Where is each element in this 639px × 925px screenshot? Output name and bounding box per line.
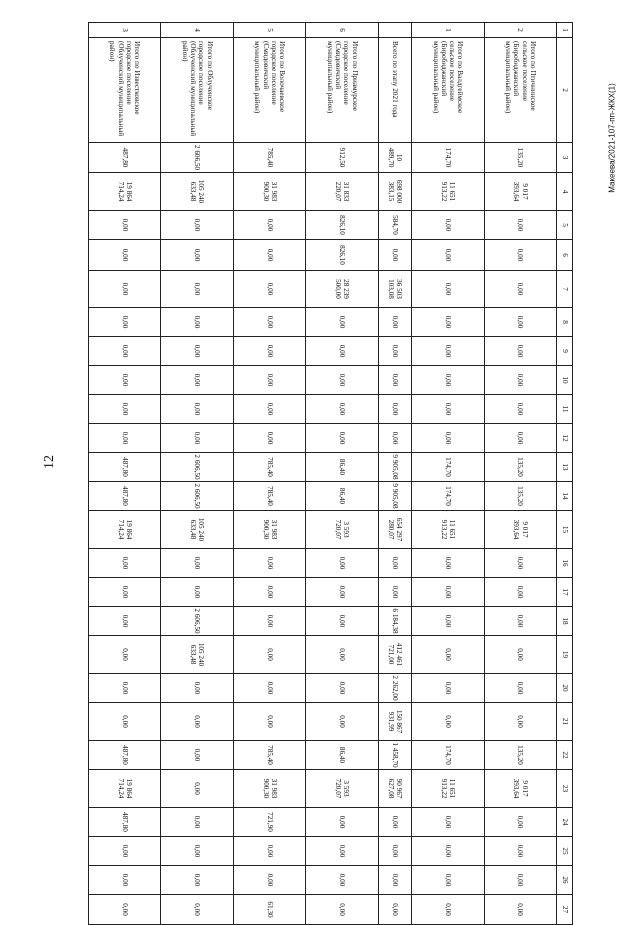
row-number-cell: 4: [161, 23, 233, 38]
value-cell: 0,00: [306, 703, 378, 741]
value-cell: 0,00: [412, 395, 484, 424]
value-cell: 0,00: [306, 308, 378, 337]
row-number-cell: 2: [484, 23, 556, 38]
value-cell: 174,70: [412, 143, 484, 173]
value-cell: 10 489,70: [378, 143, 411, 173]
value-cell: 31 983 900,30: [233, 173, 305, 211]
value-cell: 0,00: [412, 895, 484, 925]
value-cell: 0,00: [484, 837, 556, 866]
value-cell: 0,00: [378, 366, 411, 395]
row-name-cell: Итого по Приамурское городское поселение (Смидовичский муниципальный район): [306, 38, 378, 143]
value-cell: 0,00: [233, 549, 305, 578]
value-cell: 2 606,50: [161, 143, 233, 173]
value-cell: 31 983 900,30: [233, 770, 305, 808]
column-index-cell: 27: [557, 895, 573, 925]
value-cell: 0,00: [89, 395, 161, 424]
column-index-cell: 8: [557, 308, 573, 337]
value-cell: 0,00: [412, 607, 484, 636]
value-cell: 0,00: [161, 578, 233, 607]
value-cell: 19 864 714,24: [89, 511, 161, 549]
value-cell: 90 967 627,08: [378, 770, 411, 808]
value-cell: 0,00: [306, 866, 378, 895]
column-index-cell: 15: [557, 511, 573, 549]
value-cell: 0,00: [484, 578, 556, 607]
value-cell: 9 017 393,64: [484, 173, 556, 211]
column-index-cell: 19: [557, 636, 573, 674]
column-index-cell: 13: [557, 453, 573, 482]
value-cell: 487,80: [89, 741, 161, 770]
value-cell: 0,00: [161, 337, 233, 366]
value-cell: 2 606,50: [161, 453, 233, 482]
document-id-text: Макеева/2021-107-пп-ЖКХ(1): [607, 83, 617, 193]
value-cell: 9 905,08: [378, 482, 411, 511]
row-name-cell: Итого по Волочаевское городское поселение (Смидовичский муниципальный район): [233, 38, 305, 143]
value-cell: 0,00: [484, 895, 556, 925]
value-cell: 0,00: [378, 895, 411, 925]
value-cell: 0,00: [378, 337, 411, 366]
value-cell: 0,00: [484, 424, 556, 453]
column-index-row: [557, 23, 573, 925]
value-cell: 0,00: [412, 636, 484, 674]
value-cell: 785,40: [233, 143, 305, 173]
value-cell: 31 983 900,30: [233, 511, 305, 549]
value-cell: 0,00: [233, 674, 305, 703]
value-cell: 0,00: [412, 837, 484, 866]
table-row: [412, 23, 484, 925]
value-cell: 0,00: [161, 308, 233, 337]
value-cell: 0,00: [306, 337, 378, 366]
value-cell: 0,00: [161, 741, 233, 770]
value-cell: 2 262,00: [378, 674, 411, 703]
value-cell: 826,10: [306, 211, 378, 240]
value-cell: 0,00: [89, 703, 161, 741]
value-cell: 135,20: [484, 482, 556, 511]
value-cell: 0,00: [412, 549, 484, 578]
value-cell: 0,00: [161, 770, 233, 808]
row-number-cell: 3: [89, 23, 161, 38]
value-cell: 0,00: [89, 674, 161, 703]
value-cell: 584,70: [378, 211, 411, 240]
value-cell: 36 503 103,08: [378, 271, 411, 308]
value-cell: 0,00: [306, 607, 378, 636]
table-row: [161, 23, 233, 925]
value-cell: 0,00: [306, 366, 378, 395]
value-cell: 0,00: [412, 578, 484, 607]
row-number-cell: 5: [233, 23, 305, 38]
row-name-cell: Итого по Птичнинское сельское поселение (Биробиджанский муниципальный район): [484, 38, 556, 143]
value-cell: 0,00: [484, 366, 556, 395]
value-cell: 0,00: [306, 578, 378, 607]
table-row: [306, 23, 378, 925]
value-cell: 86,40: [306, 453, 378, 482]
value-cell: 0,00: [161, 366, 233, 395]
table-frame: [88, 22, 573, 918]
value-cell: 721,90: [233, 808, 305, 837]
value-cell: 0,00: [89, 366, 161, 395]
value-cell: 0,00: [412, 703, 484, 741]
value-cell: 9 017 393,64: [484, 770, 556, 808]
value-cell: 487,80: [89, 808, 161, 837]
value-cell: 0,00: [306, 895, 378, 925]
value-cell: 0,00: [378, 308, 411, 337]
value-cell: 0,00: [378, 866, 411, 895]
value-cell: 0,00: [233, 308, 305, 337]
value-cell: 0,00: [161, 424, 233, 453]
value-cell: 0,00: [378, 424, 411, 453]
value-cell: 11 651 913,22: [412, 511, 484, 549]
column-index-cell: 5: [557, 211, 573, 240]
value-cell: 0,00: [484, 808, 556, 837]
value-cell: 135,20: [484, 741, 556, 770]
value-cell: 11 651 913,22: [412, 173, 484, 211]
page-number: 12: [42, 455, 57, 469]
value-cell: 105 240 633,48: [161, 636, 233, 674]
value-cell: 0,00: [306, 837, 378, 866]
value-cell: 785,40: [233, 741, 305, 770]
value-cell: 0,00: [233, 366, 305, 395]
value-cell: 0,00: [161, 395, 233, 424]
value-cell: 654 297 280,07: [378, 511, 411, 549]
value-cell: 0,00: [484, 607, 556, 636]
value-cell: 174,70: [412, 741, 484, 770]
value-cell: 0,00: [484, 549, 556, 578]
column-index-cell: 10: [557, 366, 573, 395]
value-cell: 0,00: [412, 271, 484, 308]
value-cell: 150 867 931,99: [378, 703, 411, 741]
value-cell: 912,50: [306, 143, 378, 173]
value-cell: 0,00: [378, 578, 411, 607]
value-cell: 2 606,50: [161, 607, 233, 636]
column-index-cell: 6: [557, 240, 573, 271]
value-cell: 0,00: [89, 578, 161, 607]
value-cell: 0,00: [233, 211, 305, 240]
value-cell: 0,00: [306, 395, 378, 424]
value-cell: 0,00: [484, 211, 556, 240]
column-index-cell: 18: [557, 607, 573, 636]
row-number-cell: 1: [412, 23, 484, 38]
column-index-cell: 7: [557, 271, 573, 308]
column-index-cell: 14: [557, 482, 573, 511]
value-cell: 19 864 714,24: [89, 173, 161, 211]
table-row: [378, 23, 411, 925]
value-cell: 0,00: [233, 703, 305, 741]
value-cell: 0,00: [161, 549, 233, 578]
value-cell: 0,00: [89, 607, 161, 636]
value-cell: 0,00: [233, 271, 305, 308]
value-cell: 0,00: [89, 424, 161, 453]
column-index-cell: 12: [557, 424, 573, 453]
value-cell: 2 606,50: [161, 482, 233, 511]
value-cell: 0,00: [161, 674, 233, 703]
table-row: [233, 23, 305, 925]
value-cell: 0,00: [484, 866, 556, 895]
value-cell: 0,00: [378, 549, 411, 578]
column-index-cell: 3: [557, 143, 573, 173]
value-cell: 0,00: [306, 424, 378, 453]
value-cell: 0,00: [306, 674, 378, 703]
row-number-cell: [378, 23, 411, 38]
value-cell: 698 000 383,15: [378, 173, 411, 211]
value-cell: 0,00: [484, 308, 556, 337]
value-cell: 3 593 720,07: [306, 511, 378, 549]
column-index-cell: 21: [557, 703, 573, 741]
value-cell: 0,00: [412, 808, 484, 837]
row-name-cell: Всего по этапу 2021 года: [378, 38, 411, 143]
value-cell: 0,00: [484, 271, 556, 308]
value-cell: 0,00: [484, 395, 556, 424]
value-cell: 9 905,08: [378, 453, 411, 482]
column-index-cell: 1: [557, 23, 573, 38]
value-cell: 174,70: [412, 453, 484, 482]
value-cell: 0,00: [412, 337, 484, 366]
column-index-cell: 24: [557, 808, 573, 837]
value-cell: 0,00: [412, 674, 484, 703]
value-cell: 0,00: [412, 308, 484, 337]
row-name-cell: Итого по Известковское городское поселение (Облученский муниципальный район): [89, 38, 161, 143]
value-cell: 0,00: [161, 895, 233, 925]
value-cell: 0,00: [89, 308, 161, 337]
value-cell: 0,00: [89, 549, 161, 578]
row-name-cell: Итого по Облученское городское поселение (Облученский муниципальный район): [161, 38, 233, 143]
value-cell: 135,20: [484, 453, 556, 482]
value-cell: 0,00: [161, 271, 233, 308]
value-cell: 412 461 721,00: [378, 636, 411, 674]
value-cell: 0,00: [89, 895, 161, 925]
value-cell: 0,00: [233, 578, 305, 607]
value-cell: 487,80: [89, 143, 161, 173]
value-cell: 0,00: [233, 837, 305, 866]
value-cell: 0,00: [89, 636, 161, 674]
value-cell: 0,00: [412, 866, 484, 895]
value-cell: 0,00: [89, 211, 161, 240]
value-cell: 0,00: [161, 211, 233, 240]
value-cell: 0,00: [233, 240, 305, 271]
value-cell: 0,00: [412, 366, 484, 395]
column-index-cell: 16: [557, 549, 573, 578]
value-cell: 0,00: [306, 636, 378, 674]
value-cell: 0,00: [233, 395, 305, 424]
value-cell: 0,00: [484, 703, 556, 741]
value-cell: 487,80: [89, 453, 161, 482]
value-cell: 0,00: [233, 424, 305, 453]
value-cell: 0,00: [161, 866, 233, 895]
value-cell: 0,00: [161, 240, 233, 271]
value-cell: 0,00: [306, 549, 378, 578]
row-number-cell: 6: [306, 23, 378, 38]
column-index-cell: 22: [557, 741, 573, 770]
value-cell: 0,00: [161, 837, 233, 866]
value-cell: 0,00: [412, 211, 484, 240]
rotated-table-container: [88, 22, 573, 918]
column-index-cell: 9: [557, 337, 573, 366]
value-cell: 11 651 913,22: [412, 770, 484, 808]
value-cell: 0,00: [378, 837, 411, 866]
value-cell: 0,00: [233, 636, 305, 674]
value-cell: 28 239 500,00: [306, 271, 378, 308]
value-cell: 105 240 633,48: [161, 173, 233, 211]
column-index-cell: 11: [557, 395, 573, 424]
value-cell: 1 458,70: [378, 741, 411, 770]
value-cell: 0,00: [161, 808, 233, 837]
value-cell: 9 017 393,64: [484, 511, 556, 549]
value-cell: 135,20: [484, 143, 556, 173]
value-cell: 0,00: [484, 337, 556, 366]
value-cell: 0,00: [89, 866, 161, 895]
value-cell: 3 593 720,07: [306, 770, 378, 808]
column-index-cell: 20: [557, 674, 573, 703]
value-cell: 0,00: [161, 703, 233, 741]
value-cell: 31 833 220,07: [306, 173, 378, 211]
value-cell: 785,40: [233, 453, 305, 482]
value-cell: 174,70: [412, 482, 484, 511]
value-cell: 86,40: [306, 482, 378, 511]
value-cell: 0,00: [484, 240, 556, 271]
value-cell: 105 240 633,48: [161, 511, 233, 549]
value-cell: 86,40: [306, 741, 378, 770]
value-cell: 0,00: [306, 808, 378, 837]
value-cell: 0,00: [233, 607, 305, 636]
value-cell: 0,00: [378, 240, 411, 271]
value-cell: 0,00: [89, 271, 161, 308]
row-name-cell: Итого по Валдгеймское сельское поселение (Биробиджанский муниципальный район): [412, 38, 484, 143]
value-cell: 0,00: [233, 866, 305, 895]
value-cell: 0,00: [412, 424, 484, 453]
column-index-cell: 25: [557, 837, 573, 866]
value-cell: 0,00: [484, 636, 556, 674]
value-cell: 6 184,38: [378, 607, 411, 636]
value-cell: 0,00: [378, 808, 411, 837]
data-table: [88, 22, 573, 925]
table-row: [484, 23, 556, 925]
value-cell: 61,30: [233, 895, 305, 925]
value-cell: 487,80: [89, 482, 161, 511]
value-cell: 0,00: [89, 240, 161, 271]
column-index-cell: 26: [557, 866, 573, 895]
value-cell: 0,00: [378, 395, 411, 424]
table-row: [89, 23, 161, 925]
value-cell: 0,00: [412, 240, 484, 271]
column-index-cell: 17: [557, 578, 573, 607]
value-cell: 785,40: [233, 482, 305, 511]
value-cell: 0,00: [484, 674, 556, 703]
column-index-cell: 2: [557, 38, 573, 143]
value-cell: 0,00: [233, 337, 305, 366]
value-cell: 0,00: [89, 337, 161, 366]
value-cell: 19 864 714,24: [89, 770, 161, 808]
value-cell: 826,10: [306, 240, 378, 271]
value-cell: 0,00: [89, 837, 161, 866]
column-index-cell: 23: [557, 770, 573, 808]
column-index-cell: 4: [557, 173, 573, 211]
